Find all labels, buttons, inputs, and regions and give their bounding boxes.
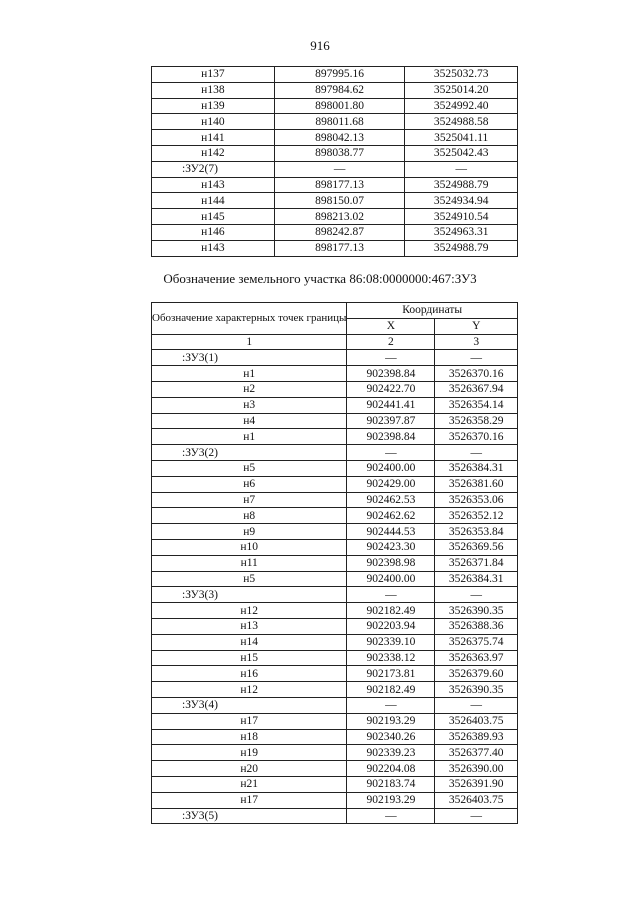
- y-coordinate-cell: 3525014.20: [405, 82, 518, 98]
- section-row: [152, 445, 518, 461]
- y-coordinate-cell: 3524988.58: [405, 114, 518, 130]
- y-coordinate-cell: 3525032.73: [405, 67, 518, 83]
- table-row: [152, 729, 518, 745]
- table-row: [152, 761, 518, 777]
- table-row: [152, 397, 518, 413]
- point-designation-cell: н7: [152, 492, 347, 508]
- y-coordinate-cell: 3525041.11: [405, 130, 518, 146]
- x-coordinate-cell: 902182.49: [347, 682, 435, 698]
- table-row: [152, 193, 518, 209]
- x-coordinate-cell: 898242.87: [274, 224, 405, 240]
- point-designation-cell: н1: [152, 429, 347, 445]
- table-row: [152, 130, 518, 146]
- y-coordinate-cell: 3526403.75: [435, 792, 518, 808]
- x-coordinate-cell: 902183.74: [347, 776, 435, 792]
- y-coordinate-cell: 3526384.31: [435, 571, 518, 587]
- coordinates-table-zu3: [151, 302, 518, 824]
- x-coordinate-cell: 902397.87: [347, 413, 435, 429]
- x-coordinate-cell: 902400.00: [347, 571, 435, 587]
- point-designation-cell: :ЗУ3(4): [152, 697, 347, 713]
- table-row: [152, 82, 518, 98]
- table-row: [152, 776, 518, 792]
- table-row: [152, 209, 518, 225]
- y-coordinate-cell: 3526354.14: [435, 397, 518, 413]
- y-coordinate-cell: 3524910.54: [405, 209, 518, 225]
- point-designation-cell: :ЗУ2(7): [152, 161, 275, 177]
- point-designation-cell: н139: [152, 98, 275, 114]
- point-designation-cell: н5: [152, 460, 347, 476]
- point-designation-cell: н6: [152, 476, 347, 492]
- table-row: [152, 634, 518, 650]
- x-coordinate-cell: —: [347, 697, 435, 713]
- y-coordinate-cell: 3526353.06: [435, 492, 518, 508]
- page-number: 916: [310, 38, 330, 53]
- point-designation-cell: н20: [152, 761, 347, 777]
- table-row: [152, 177, 518, 193]
- x-coordinate-cell: —: [274, 161, 405, 177]
- y-coordinate-cell: 3526369.56: [435, 539, 518, 555]
- y-coordinate-cell: 3524963.31: [405, 224, 518, 240]
- y-coordinate-cell: 3526370.16: [435, 366, 518, 382]
- y-coordinate-cell: 3526363.97: [435, 650, 518, 666]
- point-designation-cell: н15: [152, 650, 347, 666]
- table-row: [152, 603, 518, 619]
- table-row: [152, 240, 518, 256]
- x-coordinate-cell: 902339.10: [347, 634, 435, 650]
- table-row: [152, 492, 518, 508]
- header-x: X: [347, 318, 435, 334]
- point-designation-cell: н17: [152, 792, 347, 808]
- table-row: [152, 67, 518, 83]
- x-coordinate-cell: 902340.26: [347, 729, 435, 745]
- y-coordinate-cell: —: [435, 350, 518, 366]
- y-coordinate-cell: 3526371.84: [435, 555, 518, 571]
- y-coordinate-cell: 3524934.94: [405, 193, 518, 209]
- x-coordinate-cell: 902441.41: [347, 397, 435, 413]
- table-row: [152, 508, 518, 524]
- y-coordinate-cell: 3526390.00: [435, 761, 518, 777]
- x-coordinate-cell: —: [347, 808, 435, 824]
- section-row: [152, 808, 518, 824]
- y-coordinate-cell: 3526358.29: [435, 413, 518, 429]
- y-coordinate-cell: 3526375.74: [435, 634, 518, 650]
- y-coordinate-cell: 3526353.84: [435, 524, 518, 540]
- point-designation-cell: н13: [152, 618, 347, 634]
- y-coordinate-cell: 3526390.35: [435, 603, 518, 619]
- x-coordinate-cell: 902423.30: [347, 539, 435, 555]
- point-designation-cell: :ЗУ3(3): [152, 587, 347, 603]
- table-row: [152, 413, 518, 429]
- point-designation-cell: н137: [152, 67, 275, 83]
- y-coordinate-cell: 3526381.60: [435, 476, 518, 492]
- y-coordinate-cell: 3526367.94: [435, 381, 518, 397]
- table-row: [152, 460, 518, 476]
- point-designation-cell: н9: [152, 524, 347, 540]
- x-coordinate-cell: 898177.13: [274, 177, 405, 193]
- header-coordinates: Координаты: [347, 303, 518, 319]
- y-coordinate-cell: 3526370.16: [435, 429, 518, 445]
- y-coordinate-cell: 3526379.60: [435, 666, 518, 682]
- point-designation-cell: н144: [152, 193, 275, 209]
- point-designation-cell: н14: [152, 634, 347, 650]
- y-coordinate-cell: 3526377.40: [435, 745, 518, 761]
- table-row: [152, 650, 518, 666]
- y-coordinate-cell: —: [435, 697, 518, 713]
- x-coordinate-cell: 902398.98: [347, 555, 435, 571]
- table-row: [152, 539, 518, 555]
- x-coordinate-cell: 902400.00: [347, 460, 435, 476]
- x-coordinate-cell: —: [347, 587, 435, 603]
- point-designation-cell: н11: [152, 555, 347, 571]
- point-designation-cell: н8: [152, 508, 347, 524]
- table-row: [152, 666, 518, 682]
- column-number-2: 2: [347, 334, 435, 350]
- point-designation-cell: н145: [152, 209, 275, 225]
- table-row: [152, 381, 518, 397]
- x-coordinate-cell: 898042.13: [274, 130, 405, 146]
- y-coordinate-cell: 3526391.90: [435, 776, 518, 792]
- x-coordinate-cell: 902173.81: [347, 666, 435, 682]
- point-designation-cell: н3: [152, 397, 347, 413]
- point-designation-cell: н18: [152, 729, 347, 745]
- table-row: [152, 366, 518, 382]
- point-designation-cell: н141: [152, 130, 275, 146]
- x-coordinate-cell: 902398.84: [347, 429, 435, 445]
- table-row: [152, 145, 518, 161]
- table-row: [152, 114, 518, 130]
- x-coordinate-cell: 902203.94: [347, 618, 435, 634]
- y-coordinate-cell: 3526388.36: [435, 618, 518, 634]
- x-coordinate-cell: 902204.08: [347, 761, 435, 777]
- x-coordinate-cell: 902429.00: [347, 476, 435, 492]
- y-coordinate-cell: —: [435, 808, 518, 824]
- x-coordinate-cell: 898038.77: [274, 145, 405, 161]
- x-coordinate-cell: 902338.12: [347, 650, 435, 666]
- x-coordinate-cell: 897984.62: [274, 82, 405, 98]
- x-coordinate-cell: 898177.13: [274, 240, 405, 256]
- point-designation-cell: н12: [152, 603, 347, 619]
- x-coordinate-cell: 902193.29: [347, 713, 435, 729]
- x-coordinate-cell: 898213.02: [274, 209, 405, 225]
- section-row: [152, 161, 518, 177]
- x-coordinate-cell: 897995.16: [274, 67, 405, 83]
- point-designation-cell: н1: [152, 366, 347, 382]
- y-coordinate-cell: 3524992.40: [405, 98, 518, 114]
- section-row: [152, 350, 518, 366]
- table-row: [152, 524, 518, 540]
- header-y: Y: [435, 318, 518, 334]
- point-designation-cell: н21: [152, 776, 347, 792]
- point-designation-cell: н5: [152, 571, 347, 587]
- point-designation-cell: н19: [152, 745, 347, 761]
- x-coordinate-cell: 902182.49: [347, 603, 435, 619]
- header-point-designation: Обозначение характерных точек границы: [152, 303, 347, 335]
- x-coordinate-cell: 902422.70: [347, 381, 435, 397]
- point-designation-cell: н146: [152, 224, 275, 240]
- x-coordinate-cell: 902462.53: [347, 492, 435, 508]
- x-coordinate-cell: 902339.23: [347, 745, 435, 761]
- point-designation-cell: н10: [152, 539, 347, 555]
- point-designation-cell: н142: [152, 145, 275, 161]
- x-coordinate-cell: —: [347, 350, 435, 366]
- y-coordinate-cell: —: [405, 161, 518, 177]
- x-coordinate-cell: 902398.84: [347, 366, 435, 382]
- y-coordinate-cell: 3526389.93: [435, 729, 518, 745]
- point-designation-cell: н140: [152, 114, 275, 130]
- point-designation-cell: :ЗУ3(5): [152, 808, 347, 824]
- table-row: [152, 618, 518, 634]
- x-coordinate-cell: 898011.68: [274, 114, 405, 130]
- land-plot-caption: Обозначение земельного участка 86:08:0000000:467:ЗУ3: [163, 271, 477, 286]
- y-coordinate-cell: 3526390.35: [435, 682, 518, 698]
- section-row: [152, 587, 518, 603]
- point-designation-cell: н16: [152, 666, 347, 682]
- table-row: [152, 429, 518, 445]
- point-designation-cell: н17: [152, 713, 347, 729]
- point-designation-cell: :ЗУ3(2): [152, 445, 347, 461]
- table-row: [152, 98, 518, 114]
- table-header-row: [152, 303, 518, 319]
- table-row: [152, 555, 518, 571]
- y-coordinate-cell: 3526384.31: [435, 460, 518, 476]
- y-coordinate-cell: 3526352.12: [435, 508, 518, 524]
- column-number-3: 3: [435, 334, 518, 350]
- y-coordinate-cell: —: [435, 587, 518, 603]
- point-designation-cell: н12: [152, 682, 347, 698]
- y-coordinate-cell: 3526403.75: [435, 713, 518, 729]
- table-row: [152, 713, 518, 729]
- table-row: [152, 224, 518, 240]
- column-number-1: 1: [152, 334, 347, 350]
- y-coordinate-cell: 3524988.79: [405, 240, 518, 256]
- table-row: [152, 792, 518, 808]
- y-coordinate-cell: 3524988.79: [405, 177, 518, 193]
- x-coordinate-cell: 902444.53: [347, 524, 435, 540]
- point-designation-cell: н2: [152, 381, 347, 397]
- section-row: [152, 697, 518, 713]
- point-designation-cell: н4: [152, 413, 347, 429]
- table-row: [152, 571, 518, 587]
- x-coordinate-cell: —: [347, 445, 435, 461]
- y-coordinate-cell: 3525042.43: [405, 145, 518, 161]
- x-coordinate-cell: 902193.29: [347, 792, 435, 808]
- coordinates-table-continued: [151, 66, 518, 257]
- column-number-row: [152, 334, 518, 350]
- x-coordinate-cell: 898001.80: [274, 98, 405, 114]
- point-designation-cell: н143: [152, 240, 275, 256]
- table-row: [152, 476, 518, 492]
- point-designation-cell: н138: [152, 82, 275, 98]
- y-coordinate-cell: —: [435, 445, 518, 461]
- table-row: [152, 682, 518, 698]
- x-coordinate-cell: 898150.07: [274, 193, 405, 209]
- point-designation-cell: н143: [152, 177, 275, 193]
- point-designation-cell: :ЗУ3(1): [152, 350, 347, 366]
- table-row: [152, 745, 518, 761]
- x-coordinate-cell: 902462.62: [347, 508, 435, 524]
